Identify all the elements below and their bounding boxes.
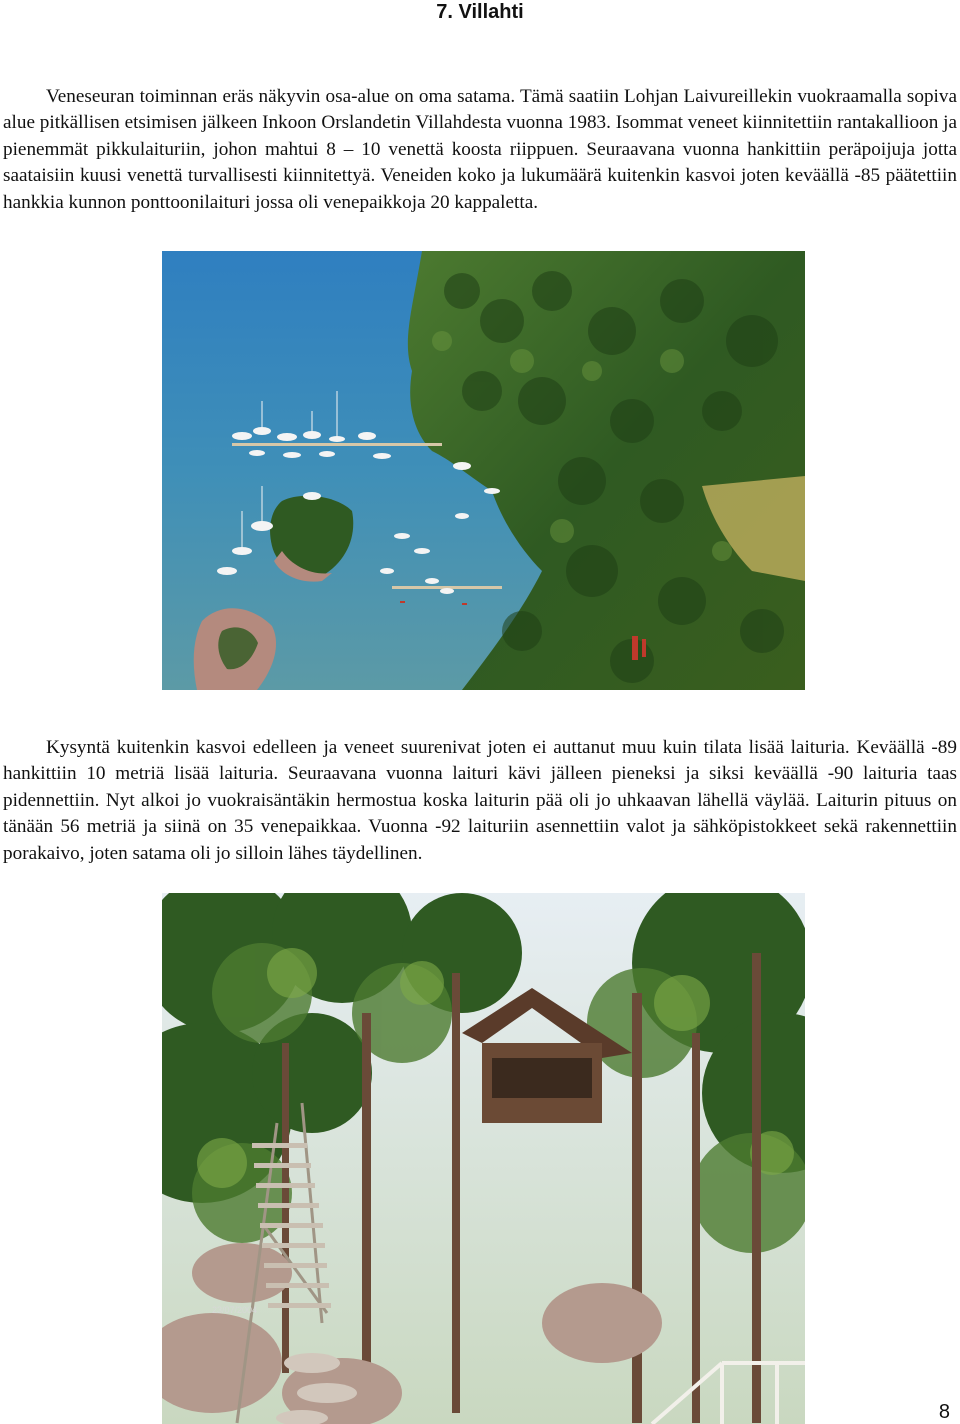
stairs-photo-timestamp: 23/07/2004 bbox=[212, 1305, 258, 1315]
paragraph-intro: Veneseuran toiminnan eräs näkyvin osa-alue on oma satama. Tämä saatiin Lohjan Laivureillekin vuokraamalla sopiva alue pitkällisen etsimisen jälkeen Inkoon Orslandetin Villahdesta vuonna 1983. Isommat veneet kiinnitettiin rantakallioon ja pienemmät pikkulaituriin, johon mahtui 8 – 10 venettä koosta riippuen. Seuraavana vuonna hankittiin peräpoijuja jotta saataisiin kuusi venettä turvallisesti kiinnitettyä. Veneiden koko ja lukumäärä kuitenkin kasvoi joten keväällä -85 päätettiin hankkia kunnon ponttoonilaituri jossa oli venepaikkoja 20 kappaletta. bbox=[3, 86, 957, 213]
aerial-harbor-illustration bbox=[162, 251, 805, 690]
aerial-harbor-photo bbox=[162, 251, 805, 690]
stairs-cabin-photo bbox=[162, 893, 805, 1424]
page-title: 7. Villahti bbox=[436, 1, 524, 23]
page-number: 8 bbox=[938, 1401, 950, 1423]
paragraph-expansion: Kysyntä kuitenkin kasvoi edelleen ja veneet suurenivat joten ei auttanut muu kuin tilata lisää laituria. Keväällä -89 hankittiin 10 metriä lisää laituria. Seuraavana vuonna laituri kävi jälleen pieneksi ja siksi keväällä -90 laituria taas pidennettiin. Nyt alkoi jo vuokraisäntäkin hermostua koska laiturin pää oli jo uhkaavan lähellä väylää. Laiturin pituus on tänään 56 metriä ja siinä on 35 venepaikkaa. Vuonna -92 laituriin asennettiin valot ja sähköpistokkeet sekä rakennettiin porakaivo, joten satama oli jo silloin lähes täydellinen. bbox=[3, 737, 957, 864]
stairs-cabin-illustration bbox=[162, 893, 805, 1424]
